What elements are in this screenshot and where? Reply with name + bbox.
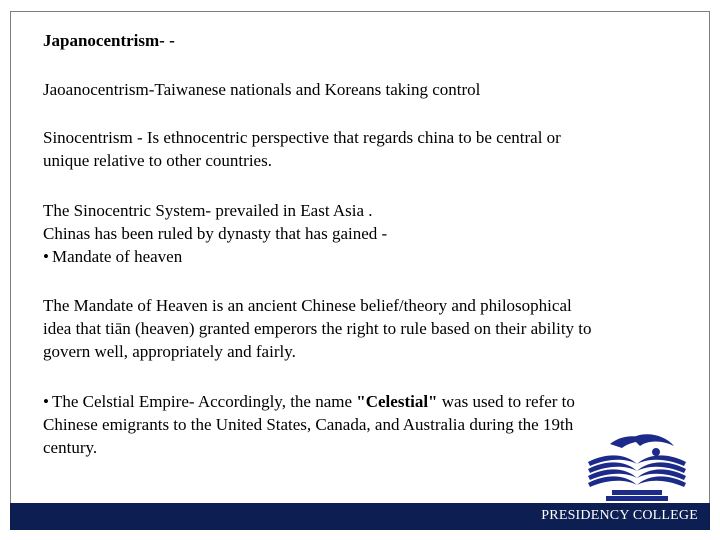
- bullet-icon: •: [43, 247, 49, 266]
- p5-line1c: was used to refer to: [437, 392, 575, 411]
- slide-heading: Japanocentrism- -: [43, 31, 175, 50]
- p3-line3: Mandate of heaven: [51, 247, 183, 266]
- footer-college-name: PRESIDENCY COLLEGE: [541, 508, 698, 523]
- p5-line3: century.: [43, 438, 98, 457]
- p2-line2: unique relative to other countries.: [43, 151, 272, 170]
- p5-line1a: The Celstial Empire- Accordingly, the name: [51, 392, 357, 411]
- paragraph-mandate-of-heaven: [43, 294, 592, 363]
- p3-line2: Chinas has been ruled by dynasty that has gained -: [43, 224, 388, 243]
- p4-line3: govern well, appropriately and fairly.: [43, 342, 296, 361]
- paragraph-celestial-empire: [43, 390, 575, 459]
- p4-line2: idea that tiān (heaven) granted emperors the right to rule based on their ability to: [43, 319, 592, 338]
- p5-line2: Chinese emigrants to the United States, Canada, and Australia during the 19th: [43, 415, 574, 434]
- p2-line1: Sinocentrism - Is ethnocentric perspective that regards china to be central or: [43, 128, 561, 147]
- bullet-icon: •: [43, 392, 49, 411]
- paragraph-japanocentrism: [43, 78, 480, 101]
- footer-bar: [10, 503, 710, 530]
- p3-line1: The Sinocentric System- prevailed in East Asia .: [43, 201, 373, 220]
- p5-celestial-term: "Celestial": [356, 392, 438, 411]
- paragraph-sinocentric-system: [43, 199, 387, 268]
- p1-line: Jaoanocentrism-Taiwanese nationals and Koreans taking control: [43, 80, 481, 99]
- paragraph-sinocentrism: [43, 126, 561, 172]
- college-logo-icon: [582, 432, 692, 504]
- p4-line1: The Mandate of Heaven is an ancient Chinese belief/theory and philosophical: [43, 296, 572, 315]
